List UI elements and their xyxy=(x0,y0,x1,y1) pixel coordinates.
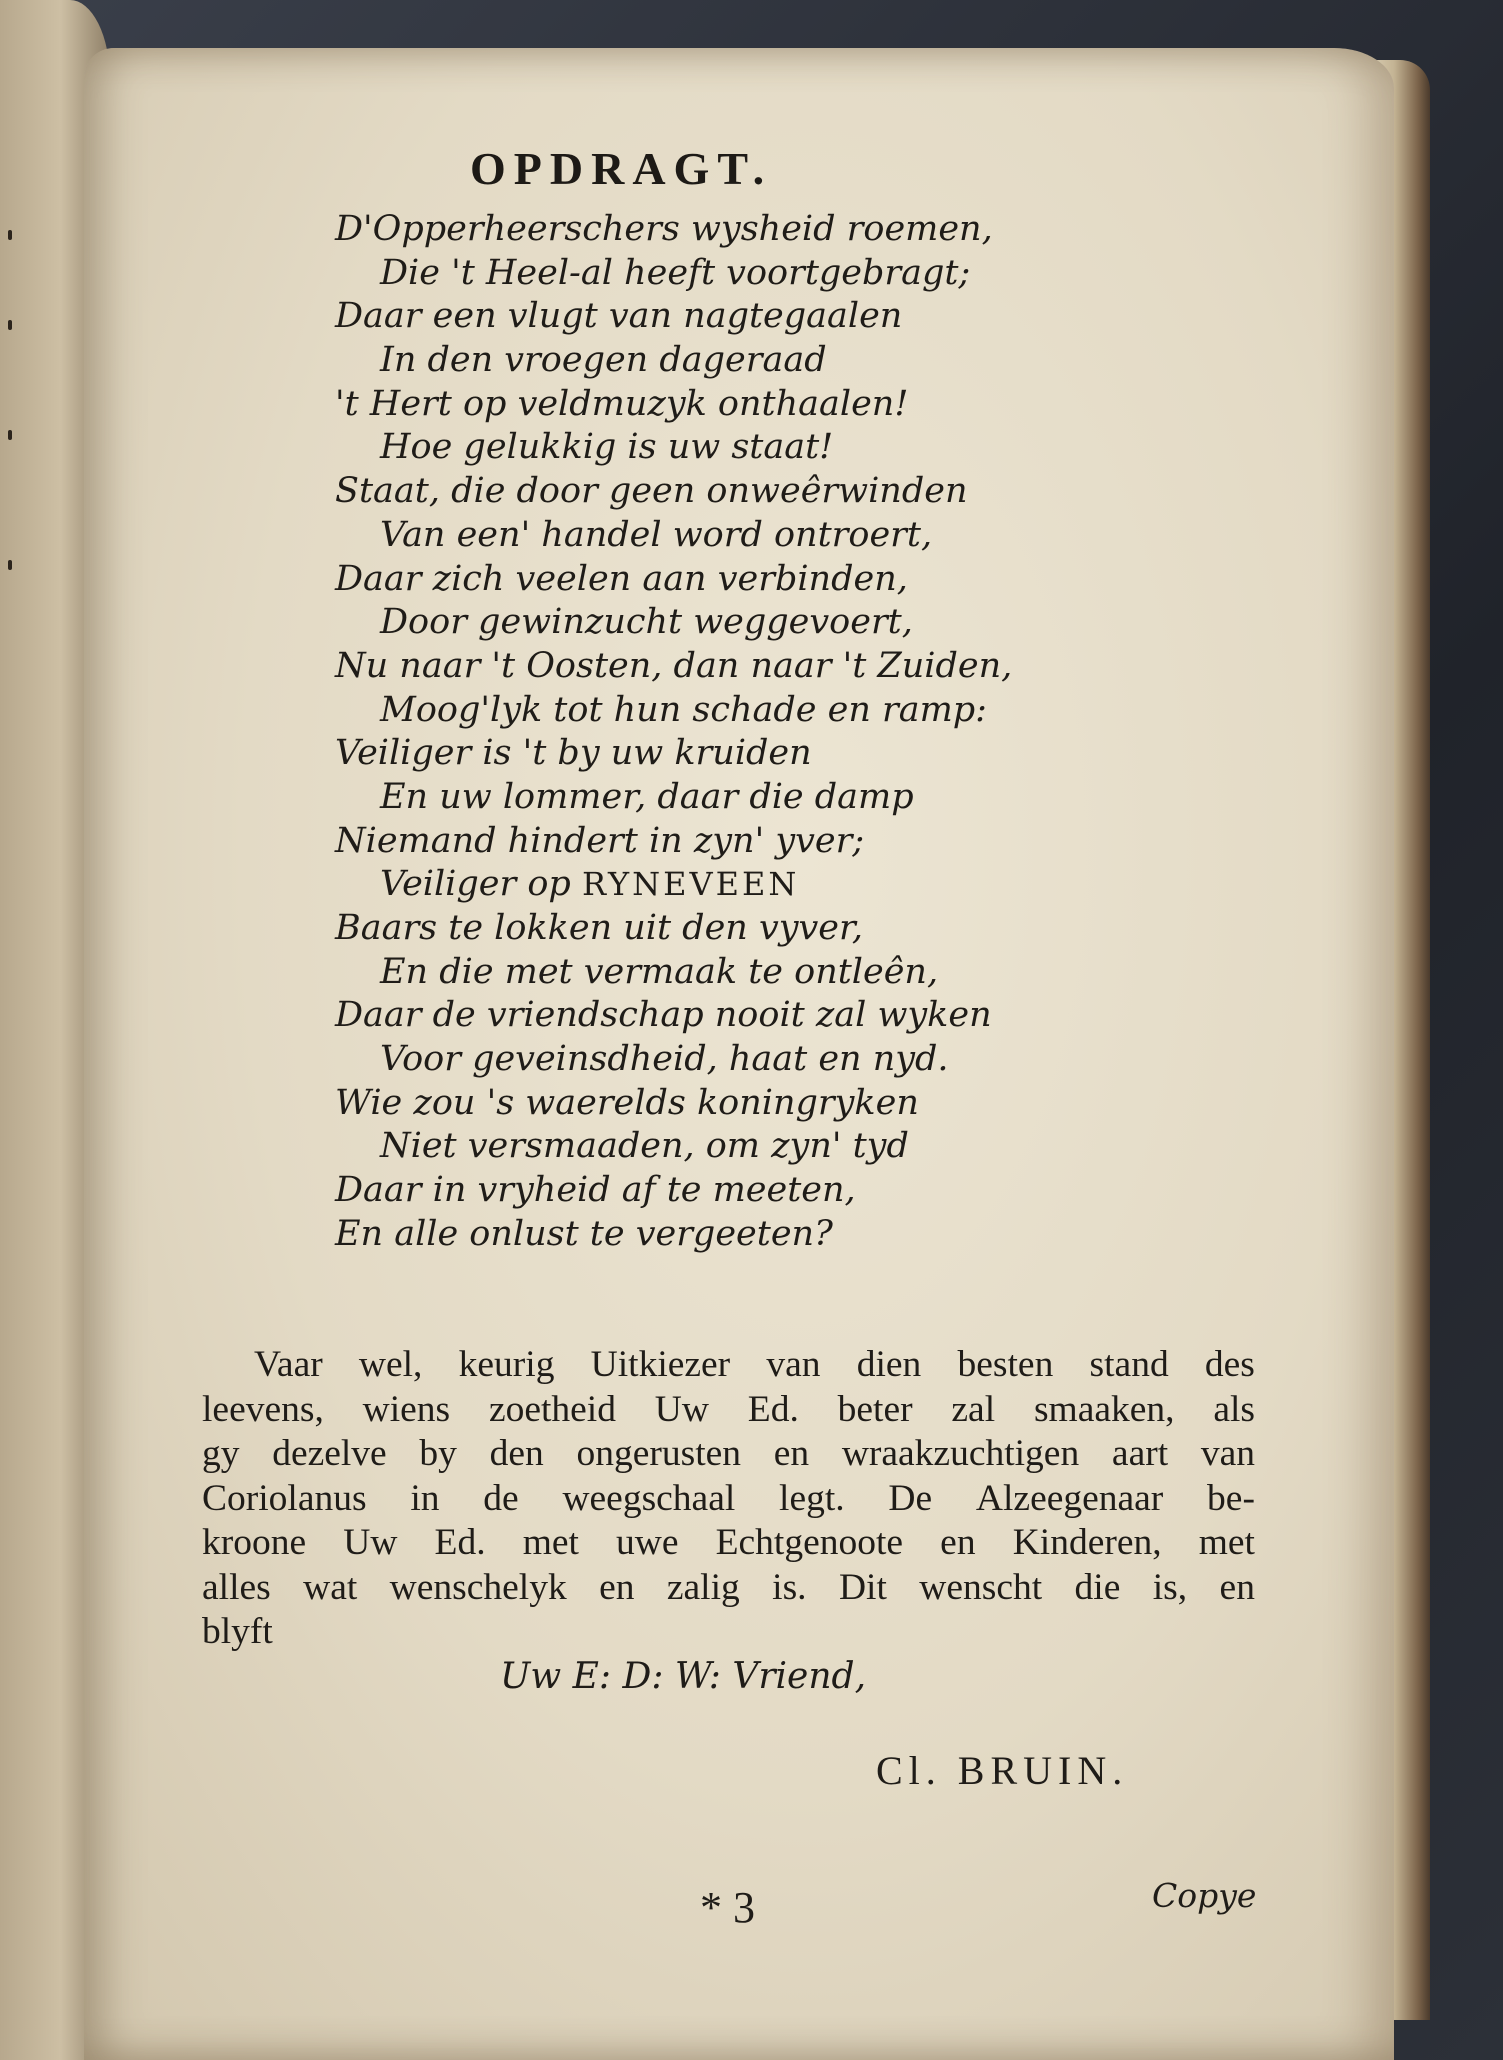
poem-line: En die met vermaak te ontleên, xyxy=(380,951,939,992)
poem-line: 't Hert op veldmuzyk onthaalen! xyxy=(335,383,909,424)
poem-line: Voor geveinsdheid, haat en nyd. xyxy=(380,1039,949,1080)
poem-line: Niemand hindert in zyn' yver; xyxy=(335,820,865,861)
signature: Cl. BRUIN. xyxy=(876,1748,1129,1793)
prose-paragraph xyxy=(202,1343,1255,1655)
poem-line: Door gewinzucht weggevoert, xyxy=(380,602,913,643)
poem-line: En alle onlust te vergeeten? xyxy=(335,1213,833,1254)
poem-line: Baars te lokken uit den vyver, xyxy=(335,908,863,948)
prose-line: leevens, wiens zoetheid Uw Ed. beter zal smaaken, als xyxy=(202,1388,1255,1430)
poem-line: Moog'lyk tot hun schade en ramp: xyxy=(380,689,987,730)
prose-line: kroone Uw Ed. met uwe Echtgenoote en Kinderen, met xyxy=(202,1522,1255,1563)
poem-line: D'Opperheerschers wysheid roemen, xyxy=(335,209,993,249)
prose-line: blyft xyxy=(202,1611,273,1652)
poem-line: En uw lommer, daar die damp xyxy=(380,776,914,817)
catchword: Copye xyxy=(1152,1876,1257,1915)
poem-line: Hoe gelukkig is uw staat! xyxy=(380,427,834,468)
page-heading: OPDRAGT. xyxy=(470,143,773,194)
poem-line: Van een' handel word ontroert, xyxy=(380,514,933,555)
poem-line: Daar in vryheid af te meeten, xyxy=(335,1170,856,1211)
prose-line: Vaar wel, keurig Uitkiezer van dien besten stand des xyxy=(254,1344,1255,1385)
poem-line: Veiliger op RYNEVEEN xyxy=(380,864,800,905)
closing-salutation: Uw E: D: W: Vriend, xyxy=(500,1656,867,1697)
poem-line: Nu naar 't Oosten, dan naar 't Zuiden, xyxy=(335,645,1013,686)
poem-line: Wie zou 's waerelds koningryken xyxy=(335,1082,919,1123)
poem-line: In den vroegen dageraad xyxy=(380,340,827,381)
poem-line: Niet versmaaden, om zyn' tyd xyxy=(380,1126,909,1167)
poem-line: Die 't Heel-al heeft voortgebragt; xyxy=(380,252,971,293)
poem-line: Veiliger is 't by uw kruiden xyxy=(335,733,812,774)
prose-line: alles wat wenschelyk en zalig is. Dit wenscht die is, en xyxy=(202,1566,1255,1608)
prose-line: Coriolanus in de weegschaal legt. De Alzeegenaar be- xyxy=(202,1477,1255,1519)
poem-line: Daar zich veelen aan verbinden, xyxy=(335,558,908,599)
page-number: * 3 xyxy=(700,1883,755,1932)
poem xyxy=(335,208,1135,1257)
poem-line: Staat, die door geen onweêrwinden xyxy=(335,471,968,512)
poem-line: Daar een vlugt van nagtegaalen xyxy=(335,296,903,337)
prose-line: gy dezelve by den ongerusten en wraakzuchtigen aart van xyxy=(202,1433,1255,1474)
poem-line: Daar de vriendschap nooit zal wyken xyxy=(335,995,992,1036)
